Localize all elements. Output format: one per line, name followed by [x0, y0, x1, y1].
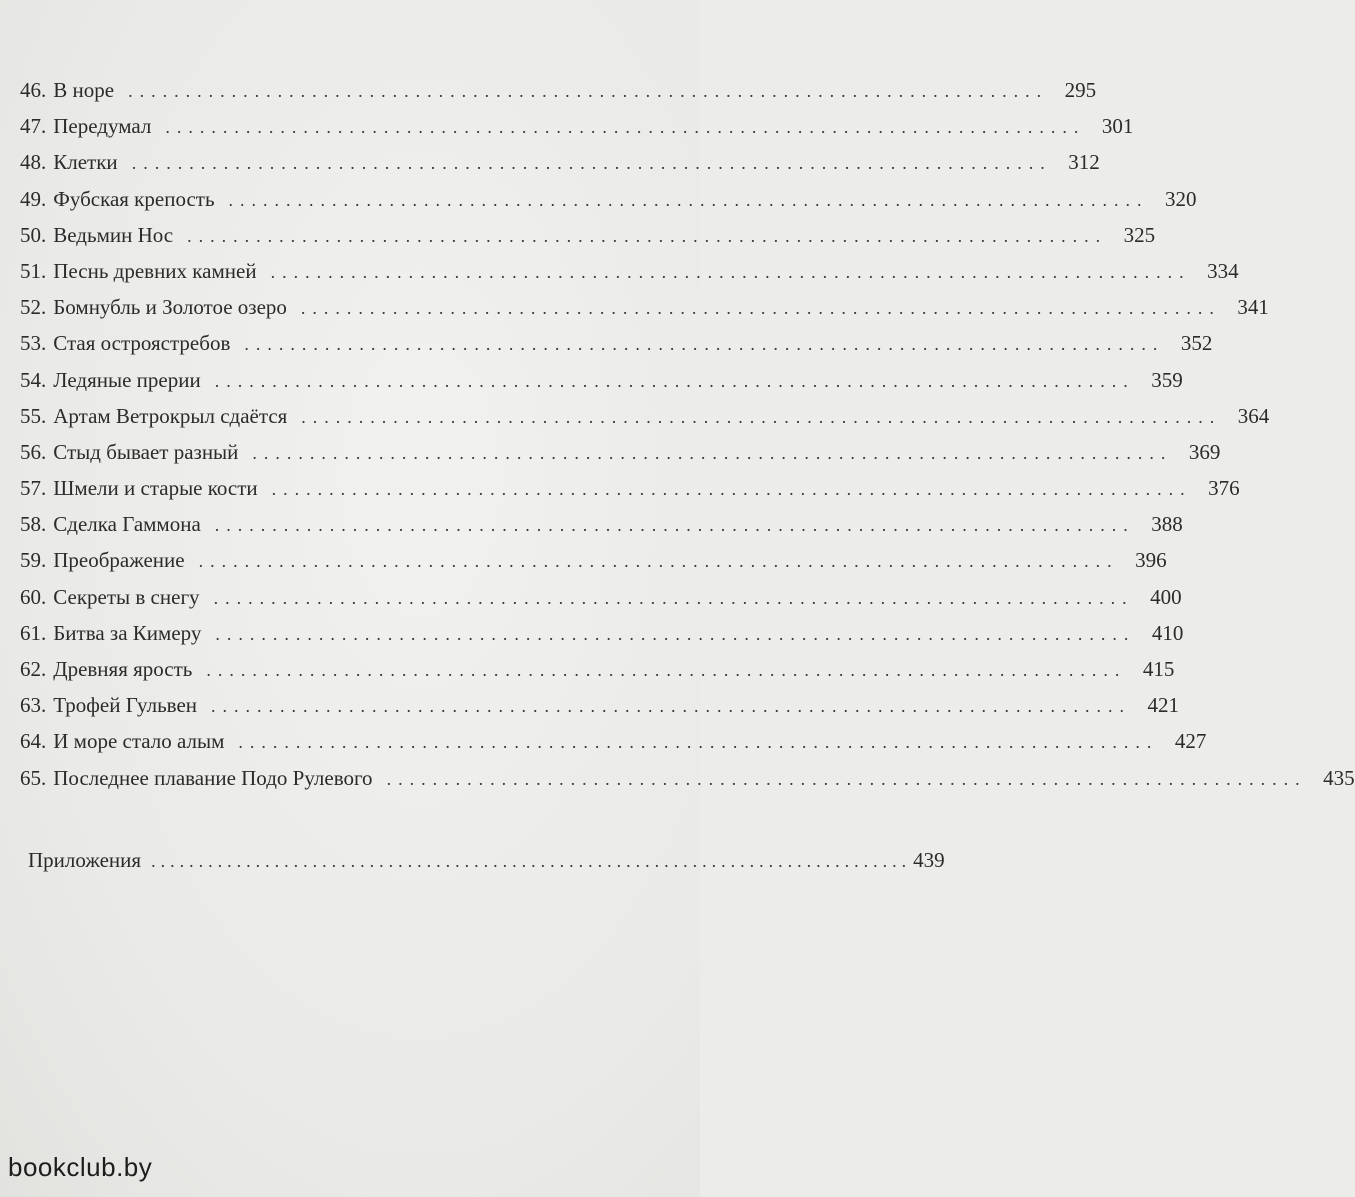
leader-dots: ................................................................................: [206, 660, 1127, 680]
toc-entry-title: Ведьмин Нос: [53, 222, 174, 247]
toc-appendix-title: Приложения: [28, 848, 142, 872]
toc-entry-number: 58.: [20, 512, 47, 537]
leader-dots: ................................................................................: [214, 370, 1135, 391]
toc-entry: [20, 579, 1182, 615]
toc-entry-title: Преображение: [53, 548, 185, 573]
toc-entry-number: 52.: [20, 295, 47, 320]
toc-entry-number: 56.: [20, 439, 47, 464]
toc-entry-number: 59.: [20, 548, 47, 573]
toc-entry-page: 435: [1323, 765, 1355, 790]
toc-entry: [20, 723, 1207, 759]
leader-dots: ................................................................................: [215, 623, 1136, 644]
leader-dots: ................................................................................: [211, 696, 1132, 717]
leader-dots: ................................................................................: [198, 551, 1119, 572]
leader-dots: ................................................................................: [238, 732, 1159, 753]
toc-entry-title: Битва за Кимеру: [53, 620, 202, 645]
toc-entry-page: 341: [1237, 295, 1269, 320]
toc-entry-number: 65.: [20, 765, 47, 790]
toc-entry-title: Сделка Гаммона: [53, 512, 201, 537]
toc-entry: [20, 542, 1167, 578]
toc-appendix-entry: [28, 848, 945, 873]
toc-entry-number: 47.: [20, 114, 47, 139]
toc-entry-page: 334: [1207, 258, 1239, 283]
leader-dots: ................................................................................: [228, 189, 1149, 210]
leader-dots: ................................................................................: [386, 768, 1307, 789]
toc-entry-title: Фубская крепость: [53, 186, 215, 211]
toc-entry: [20, 108, 1134, 144]
leader-dots: ................................................................................: [128, 81, 1049, 101]
toc-entry-page: 400: [1150, 584, 1182, 609]
toc-entry-number: 61.: [20, 620, 47, 645]
toc-entry-number: 64.: [20, 729, 47, 754]
toc-entry-page: 421: [1147, 693, 1180, 718]
leader-dots: ................................................................................: [165, 117, 1086, 138]
toc-entry-title: Бомнубль и Золотое озеро: [53, 295, 287, 320]
toc-appendix-page: 439: [913, 848, 945, 872]
leader-dots: ................................................................................: [252, 442, 1173, 463]
toc-entry-title: В норе: [53, 78, 115, 102]
toc-entry-number: 62.: [20, 657, 47, 681]
toc-entry-number: 51.: [20, 258, 47, 283]
toc-entry: [20, 470, 1240, 506]
toc-entry: [20, 651, 1175, 687]
toc-entry: [20, 72, 1097, 108]
toc-entry-page: 320: [1165, 186, 1197, 211]
toc-entry-page: 364: [1237, 403, 1270, 428]
toc-entry-number: 50.: [20, 222, 47, 247]
toc-entry-number: 55.: [20, 403, 47, 428]
toc-entry-title: Передумал: [53, 114, 152, 139]
leader-dots: ................................................................................: [271, 479, 1192, 500]
toc-entry-page: 376: [1208, 476, 1240, 501]
toc-entry-page: 410: [1151, 620, 1184, 645]
toc-entry-number: 46.: [20, 78, 47, 102]
toc-entry-title: Ледяные прерии: [53, 367, 201, 392]
toc-entry: [20, 434, 1221, 470]
table-of-contents: [20, 72, 1355, 796]
toc-entry-page: 369: [1188, 439, 1221, 464]
toc-entry-number: 53.: [20, 331, 47, 356]
toc-entry-page: 427: [1174, 729, 1207, 754]
toc-entry-page: 352: [1180, 331, 1213, 356]
toc-entry: [20, 181, 1197, 217]
leader-dots: ................................................................................: [270, 261, 1191, 282]
toc-entry-page: 388: [1151, 512, 1183, 537]
leader-dots: ................................................................................: [300, 298, 1221, 319]
toc-entry-title: Артам Ветрокрыл сдаётся: [53, 403, 288, 428]
toc-entry: [20, 362, 1183, 398]
toc-entry: [20, 325, 1213, 361]
toc-entry-number: 63.: [20, 693, 47, 718]
toc-entry-page: 415: [1142, 657, 1175, 681]
leader-dots: ................................................................................: [244, 334, 1165, 355]
toc-entry-title: Стая остроястребов: [53, 331, 231, 356]
toc-entry: [20, 398, 1270, 434]
toc-entry-page: 301: [1101, 114, 1134, 139]
toc-entry: [20, 687, 1180, 723]
toc-entry-page: 295: [1064, 78, 1097, 102]
toc-entry: [20, 760, 1355, 796]
toc-entry-number: 49.: [20, 186, 47, 211]
site-watermark: bookclub.by: [8, 1152, 153, 1182]
toc-entry: [20, 144, 1100, 180]
toc-entry-number: 54.: [20, 367, 47, 392]
toc-entry-number: 57.: [20, 476, 47, 501]
toc-entry-title: Шмели и старые кости: [53, 476, 258, 501]
toc-entry-page: 325: [1123, 222, 1156, 247]
toc-entry: [20, 253, 1239, 289]
toc-entry-page: 312: [1068, 150, 1100, 175]
leader-dots: ................................................................................: [213, 587, 1134, 608]
toc-entry: [20, 506, 1183, 542]
leader-dots: ................................................................................: [214, 515, 1135, 536]
toc-entry-page: 396: [1135, 548, 1167, 573]
toc-entry-number: 48.: [20, 150, 47, 175]
toc-entry: [20, 289, 1269, 325]
toc-entry-page: 359: [1151, 367, 1183, 392]
leader-dots: ................................................................................: [301, 406, 1222, 427]
toc-entry: [20, 217, 1156, 253]
toc-entry-number: 60.: [20, 584, 47, 609]
toc-entry-title: Древняя ярость: [53, 657, 193, 681]
leader-dots: ................................................................................: [187, 225, 1108, 246]
leader-dots: ................................................................................: [131, 153, 1052, 174]
leader-dots: ................................................................................: [151, 851, 912, 871]
toc-entry-title: Песнь древних камней: [53, 258, 257, 283]
toc-entry-title: Секреты в снегу: [53, 584, 200, 609]
toc-entry-title: Клетки: [53, 150, 118, 175]
toc-entry: [20, 615, 1184, 651]
toc-entry-title: И море стало алым: [53, 729, 225, 754]
toc-entry-title: Трофей Гульвен: [53, 693, 198, 718]
toc-entry-title: Стыд бывает разный: [53, 439, 239, 464]
toc-entry-title: Последнее плавание Подо Рулевого: [53, 765, 373, 790]
